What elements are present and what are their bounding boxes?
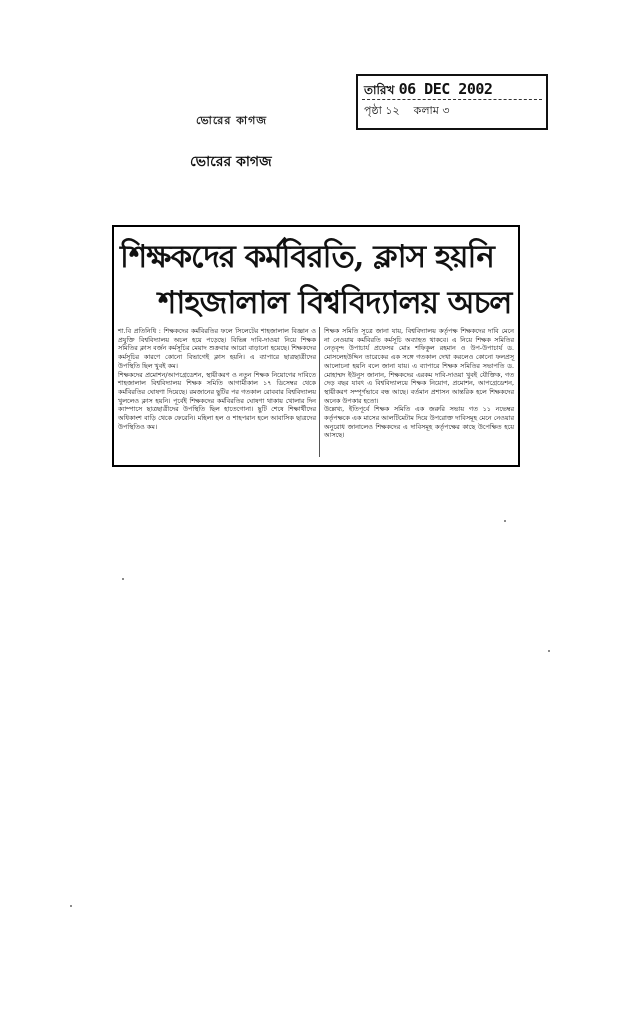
article-paragraph: শা.বি প্রতিনিধি : শিক্ষকদের কর্মবিরতির ফলে সিলেটের শাহজালাল বিজ্ঞান ও প্রযুক্তি বিশ্ববিদ্যালয় অচল হয়ে পড়েছে। বিভিন্ন দাবি-দাওয়া নিয়ে শিক্ষক সমিতির ক্লাস বর্জন কর্মসূচির মেয়াদ শুক্রবার আরো বাড়ানো হয়েছে। শিক্ষকদের কর্মসূচির কারণে কোনো বিভাগেই ক্লাস হয়নি। এ ব্যাপারে ছাত্রছাত্রীদের উপস্থিতি ছিল খুবই কম। <box>118 327 316 370</box>
date-stamp <box>356 74 548 130</box>
article-paragraph: শিক্ষক সমিতি সূত্রে জানা যায়, বিশ্ববিদ্যালয় কর্তৃপক্ষ শিক্ষকদের দাবি মেনে না নেওয়ায় কর্মবিরতি কর্মসূচি অব্যাহত থাকবে। এ নিয়ে শিক্ষক সমিতির নেতৃবৃন্দ উপাচার্য প্রফেসর মোঃ শফিকুল রহমান ও উপ-উপাচার্য ড. মোসলেহউদ্দিন তারেকের এক সঙ্গে গতকাল দেখা করলেও কোনো ফলপ্রসূ আলোচনা হয়নি বলে জানা যায়। এ ব্যাপারে শিক্ষক সমিতির সভাপতি ড. মোহাম্মদ ইউনুস জানান, শিক্ষকদের এরকম দাবি-দাওয়া খুবই যৌক্তিক, গত দেড় বছর যাবৎ এ বিশ্ববিদ্যালয়ে শিক্ষক নিয়োগ, প্রমোশন, আপগ্রেডেশন, স্থায়ীকরণ সম্পূর্ণভাবে বন্ধ আছে। বর্তমান প্রশাসন আন্তরিক হলে শিক্ষকদের অনেক উপকার হতো। <box>324 327 514 405</box>
stamp-date-label: তারিখ <box>364 83 395 97</box>
masthead-small: ভোরের কাগজ <box>196 114 268 127</box>
scan-speck <box>548 650 550 652</box>
article-paragraph: উল্লেখ্য, ইতিপূর্বে শিক্ষক সমিতি এক জরুরি সভায় গত ১১ নভেম্বর কর্তৃপক্ষকে এক মাসের আলটিমেটাম দিয়ে উপরোক্ত দাবিসমূহ মেনে নেওয়ার অনুরোধ জানালেও শিক্ষকদের এ দাবিসমূহ কর্তৃপক্ষের কাছে উপেক্ষিত হয়ে আসছে। <box>324 405 514 440</box>
article-paragraph: শিক্ষকদের প্রমোশন/আপগ্রেডেশন, স্থায়ীকরণ ও নতুন শিক্ষক নিয়োগের দাবিতে শাহজালাল বিশ্ববিদ্যালয় শিক্ষক সমিতি আগামীকাল ১৭ ডিসেম্বর থেকে কর্মবিরতির ঘোষণা দিয়েছে। রমজানের ছুটির পর গতকাল রোববার বিশ্ববিদ্যালয় খুললেও ক্লাস হয়নি। পূর্বেই শিক্ষকদের কর্মবিরতির ঘোষণা থাকায় খোলার দিন ক্যাম্পাসে ছাত্রছাত্রীদের উপস্থিতি ছিল হাতেগোনা। ছুটি শেষে শিক্ষার্থীদের অধিকাংশ বাড়ি থেকে ফেরেনি। মহিলা হল ও শাহপরান হলে আবাসিক ছাত্রদের উপস্থিতিও কম। <box>118 370 316 431</box>
scan-speck <box>70 905 72 907</box>
masthead: ভোরের কাগজ <box>190 154 272 170</box>
stamp-date-value: 06 DEC 2002 <box>398 80 493 98</box>
article-column-left <box>118 327 316 431</box>
news-clipping <box>112 225 520 467</box>
column-divider <box>319 327 320 457</box>
scan-speck <box>122 578 124 580</box>
article-column-right <box>324 327 514 440</box>
headline-line-1: শিক্ষকদের কর্মবিরতি, ক্লাস হয়নি <box>120 239 494 275</box>
stamp-page-row <box>364 102 449 121</box>
stamp-column-value: ৩ <box>442 104 450 117</box>
stamp-column-label: কলাম <box>413 104 439 117</box>
headline-line-2: শাহজালাল বিশ্ববিদ্যালয় অচল <box>158 285 512 321</box>
stamp-page-value: ১২ <box>385 104 400 117</box>
scan-speck <box>504 520 506 522</box>
stamp-page-label: পৃষ্ঠা <box>364 104 382 117</box>
stamp-divider <box>362 99 542 100</box>
